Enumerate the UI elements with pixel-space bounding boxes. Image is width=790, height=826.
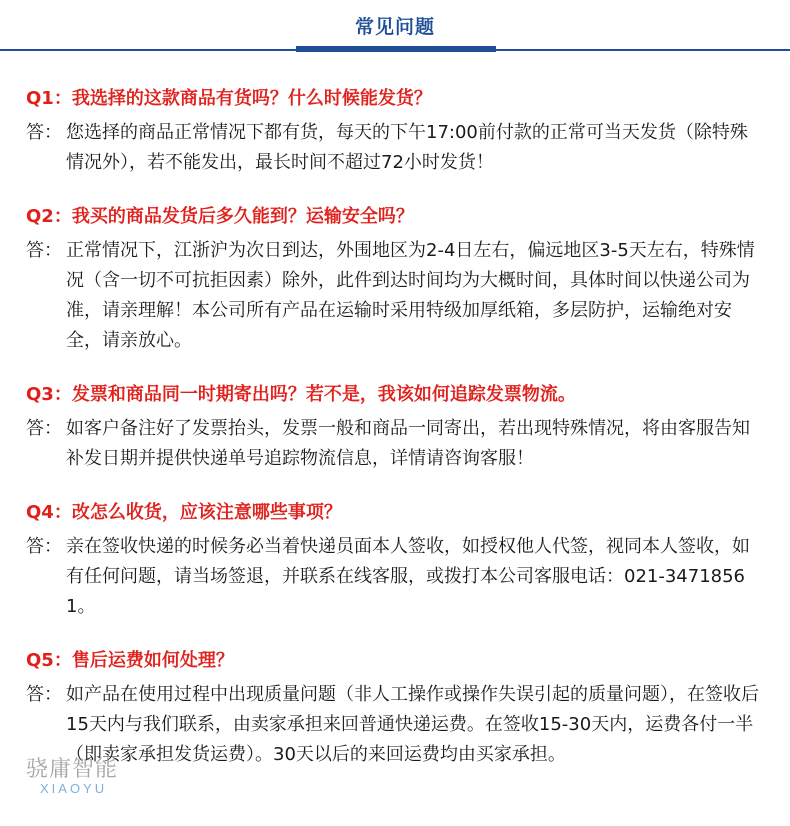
faq-list bbox=[0, 84, 790, 794]
answer-prefix: 答： bbox=[26, 536, 62, 557]
header-active-underline bbox=[296, 46, 496, 52]
answer-prefix: 答： bbox=[26, 684, 62, 705]
answer-text: 如客户备注好了发票抬头，发票一般和商品一同寄出，若出现特殊情况，将由客服告知补发日期并提供快递单号追踪物流信息，详情请咨询客服！ bbox=[66, 418, 750, 469]
answer-prefix: 答： bbox=[26, 418, 62, 439]
page-header bbox=[0, 0, 790, 58]
answer-text: 您选择的商品正常情况下都有货，每天的下午17:00前付款的正常可当天发货（除特殊情况外），若不能发出，最长时间不超过72小时发货！ bbox=[66, 122, 748, 173]
answer-text: 正常情况下，江浙沪为次日到达，外围地区为2-4日左右，偏远地区3-5天左右，特殊情况（含一切不可抗拒因素）除外，此件到达时间均为大概时间，具体时间以快递公司为准，请亲理解！本公司所有产品在运输时采用特级加厚纸箱，多层防护，运输绝对安全，请亲放心。 bbox=[66, 240, 755, 351]
brand-watermark bbox=[26, 752, 146, 802]
faq-question: Q1：我选择的这款商品有货吗？什么时候能发货？ bbox=[26, 88, 432, 109]
faq-item-q4 bbox=[0, 498, 790, 622]
faq-answer bbox=[0, 532, 790, 622]
watermark-subtext: XIAOYU bbox=[40, 781, 108, 796]
answer-prefix: 答： bbox=[26, 122, 62, 143]
page-title: 常见问题 bbox=[354, 16, 435, 38]
faq-question: Q4：改怎么收货，应该注意哪些事项？ bbox=[26, 502, 342, 523]
faq-item-q2 bbox=[0, 202, 790, 356]
answer-prefix: 答： bbox=[26, 240, 62, 261]
answer-text: 如产品在使用过程中出现质量问题（非人工操作或操作失误引起的质量问题），在签收后15天内与我们联系，由卖家承担来回普通快递运费。在签收15-30天内，运费各付一半（即卖家承担发货运费）。30天以后的来回运费均由买家承担。 bbox=[66, 684, 759, 765]
faq-item-q3 bbox=[0, 380, 790, 474]
faq-question: Q3：发票和商品同一时期寄出吗？若不是，我该如何追踪发票物流。 bbox=[26, 384, 576, 405]
faq-answer bbox=[0, 118, 790, 178]
faq-question: Q5：售后运费如何处理？ bbox=[26, 650, 234, 671]
answer-text: 亲在签收快递的时候务必当着快递员面本人签收，如授权他人代签，视同本人签收，如有任何问题，请当场签退，并联系在线客服，或拨打本公司客服电话：021-34718561。 bbox=[66, 536, 750, 617]
faq-answer bbox=[0, 236, 790, 356]
faq-item-q1 bbox=[0, 84, 790, 178]
faq-answer bbox=[0, 414, 790, 474]
faq-question: Q2：我买的商品发货后多久能到？运输安全吗？ bbox=[26, 206, 414, 227]
watermark-text: 骁庸智能 bbox=[26, 757, 119, 782]
